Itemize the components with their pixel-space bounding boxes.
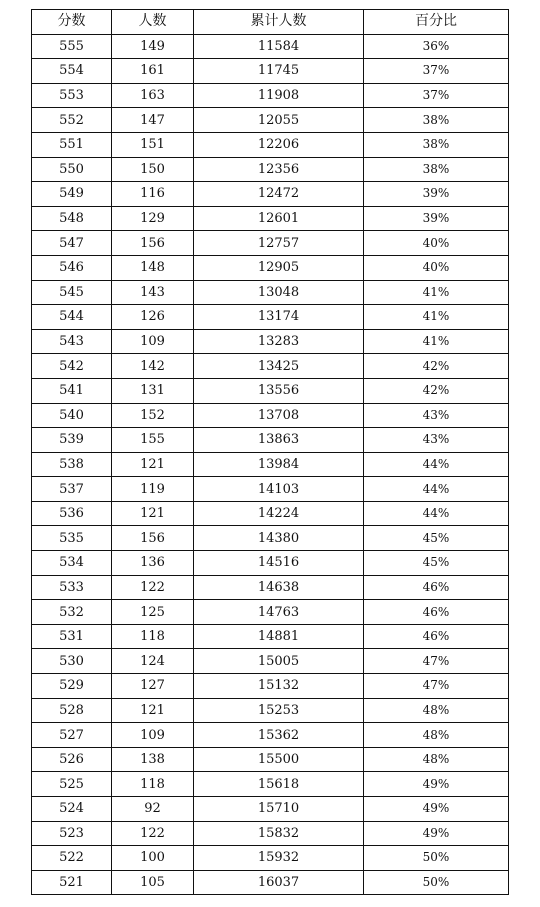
cell-score: 545 (32, 280, 112, 305)
cell-score: 536 (32, 501, 112, 526)
header-cumulative: 累计人数 (194, 10, 364, 35)
header-score: 分数 (32, 10, 112, 35)
cell-percent: 41% (364, 305, 509, 330)
table-row (32, 600, 509, 625)
cell-percent: 48% (364, 747, 509, 772)
cell-percent: 47% (364, 649, 509, 674)
table-row (32, 723, 509, 748)
cell-count: 126 (112, 305, 194, 330)
cell-count: 116 (112, 182, 194, 207)
cell-percent: 41% (364, 280, 509, 305)
cell-cumulative: 14224 (194, 501, 364, 526)
cell-percent: 49% (364, 797, 509, 822)
header-row (32, 10, 509, 35)
cell-score: 521 (32, 870, 112, 895)
table-row (32, 674, 509, 699)
cell-cumulative: 12601 (194, 206, 364, 231)
cell-count: 124 (112, 649, 194, 674)
cell-score: 523 (32, 821, 112, 846)
table-row (32, 34, 509, 59)
cell-count: 149 (112, 34, 194, 59)
cell-count: 155 (112, 428, 194, 453)
cell-count: 131 (112, 378, 194, 403)
cell-percent: 44% (364, 501, 509, 526)
table-row (32, 698, 509, 723)
cell-cumulative: 12356 (194, 157, 364, 182)
table-row (32, 624, 509, 649)
cell-percent: 42% (364, 378, 509, 403)
cell-count: 125 (112, 600, 194, 625)
cell-score: 542 (32, 354, 112, 379)
cell-cumulative: 11908 (194, 83, 364, 108)
cell-score: 547 (32, 231, 112, 256)
cell-cumulative: 14103 (194, 477, 364, 502)
cell-cumulative: 12905 (194, 255, 364, 280)
table-row (32, 378, 509, 403)
table-row (32, 649, 509, 674)
cell-cumulative: 11584 (194, 34, 364, 59)
cell-score: 552 (32, 108, 112, 133)
cell-percent: 46% (364, 624, 509, 649)
cell-count: 118 (112, 624, 194, 649)
cell-percent: 46% (364, 575, 509, 600)
cell-count: 100 (112, 846, 194, 871)
cell-cumulative: 13425 (194, 354, 364, 379)
table-row (32, 551, 509, 576)
cell-percent: 48% (364, 698, 509, 723)
cell-count: 142 (112, 354, 194, 379)
cell-score: 524 (32, 797, 112, 822)
cell-score: 555 (32, 34, 112, 59)
table-row (32, 477, 509, 502)
cell-score: 549 (32, 182, 112, 207)
cell-count: 147 (112, 108, 194, 133)
cell-count: 163 (112, 83, 194, 108)
cell-count: 138 (112, 747, 194, 772)
header-percent: 百分比 (364, 10, 509, 35)
cell-percent: 38% (364, 157, 509, 182)
cell-score: 551 (32, 132, 112, 157)
cell-percent: 49% (364, 821, 509, 846)
cell-cumulative: 15618 (194, 772, 364, 797)
cell-score: 522 (32, 846, 112, 871)
table-row (32, 354, 509, 379)
cell-cumulative: 12757 (194, 231, 364, 256)
cell-count: 161 (112, 59, 194, 84)
cell-score: 535 (32, 526, 112, 551)
cell-score: 554 (32, 59, 112, 84)
cell-percent: 44% (364, 452, 509, 477)
score-distribution-table (31, 9, 509, 895)
cell-percent: 50% (364, 870, 509, 895)
cell-score: 537 (32, 477, 112, 502)
cell-count: 143 (112, 280, 194, 305)
cell-percent: 43% (364, 403, 509, 428)
cell-cumulative: 13174 (194, 305, 364, 330)
cell-score: 540 (32, 403, 112, 428)
cell-count: 150 (112, 157, 194, 182)
cell-percent: 40% (364, 255, 509, 280)
table-row (32, 59, 509, 84)
cell-count: 121 (112, 452, 194, 477)
cell-score: 546 (32, 255, 112, 280)
cell-cumulative: 12472 (194, 182, 364, 207)
table-row (32, 526, 509, 551)
cell-score: 548 (32, 206, 112, 231)
cell-cumulative: 14881 (194, 624, 364, 649)
cell-percent: 45% (364, 551, 509, 576)
cell-percent: 48% (364, 723, 509, 748)
cell-count: 121 (112, 501, 194, 526)
cell-count: 121 (112, 698, 194, 723)
cell-percent: 38% (364, 132, 509, 157)
table-row (32, 870, 509, 895)
cell-count: 136 (112, 551, 194, 576)
table-row (32, 280, 509, 305)
cell-percent: 36% (364, 34, 509, 59)
cell-score: 530 (32, 649, 112, 674)
cell-count: 122 (112, 575, 194, 600)
cell-percent: 39% (364, 182, 509, 207)
table-row (32, 182, 509, 207)
cell-count: 152 (112, 403, 194, 428)
cropped-title-remnant (180, 0, 370, 3)
cell-percent: 46% (364, 600, 509, 625)
table-row (32, 231, 509, 256)
cell-cumulative: 15500 (194, 747, 364, 772)
cell-count: 156 (112, 231, 194, 256)
cell-cumulative: 15932 (194, 846, 364, 871)
cell-score: 534 (32, 551, 112, 576)
cell-cumulative: 13984 (194, 452, 364, 477)
cell-cumulative: 14516 (194, 551, 364, 576)
cell-cumulative: 15710 (194, 797, 364, 822)
cell-score: 528 (32, 698, 112, 723)
cell-percent: 41% (364, 329, 509, 354)
cell-score: 538 (32, 452, 112, 477)
cell-count: 92 (112, 797, 194, 822)
cell-cumulative: 12206 (194, 132, 364, 157)
cell-cumulative: 16037 (194, 870, 364, 895)
cell-percent: 45% (364, 526, 509, 551)
cell-cumulative: 13048 (194, 280, 364, 305)
header-count: 人数 (112, 10, 194, 35)
cell-cumulative: 13283 (194, 329, 364, 354)
cell-count: 156 (112, 526, 194, 551)
cell-percent: 40% (364, 231, 509, 256)
cell-cumulative: 15132 (194, 674, 364, 699)
table-row (32, 772, 509, 797)
cell-score: 553 (32, 83, 112, 108)
cell-score: 543 (32, 329, 112, 354)
table-header (32, 10, 509, 35)
cell-percent: 37% (364, 59, 509, 84)
table-row (32, 797, 509, 822)
table-row (32, 846, 509, 871)
cell-percent: 39% (364, 206, 509, 231)
cell-score: 525 (32, 772, 112, 797)
table-row (32, 452, 509, 477)
cell-count: 109 (112, 723, 194, 748)
cell-cumulative: 15362 (194, 723, 364, 748)
cell-cumulative: 15005 (194, 649, 364, 674)
table-row (32, 403, 509, 428)
cell-percent: 47% (364, 674, 509, 699)
cell-count: 127 (112, 674, 194, 699)
cell-score: 541 (32, 378, 112, 403)
cell-percent: 44% (364, 477, 509, 502)
table-row (32, 132, 509, 157)
cell-score: 527 (32, 723, 112, 748)
cell-cumulative: 15832 (194, 821, 364, 846)
cell-cumulative: 13556 (194, 378, 364, 403)
cell-count: 129 (112, 206, 194, 231)
table-row (32, 501, 509, 526)
cell-score: 532 (32, 600, 112, 625)
table-row (32, 206, 509, 231)
cell-percent: 49% (364, 772, 509, 797)
table-row (32, 747, 509, 772)
cell-cumulative: 14380 (194, 526, 364, 551)
cell-score: 544 (32, 305, 112, 330)
cell-cumulative: 13708 (194, 403, 364, 428)
cell-count: 105 (112, 870, 194, 895)
table-row (32, 575, 509, 600)
cell-count: 151 (112, 132, 194, 157)
cell-percent: 43% (364, 428, 509, 453)
cell-score: 539 (32, 428, 112, 453)
cell-cumulative: 12055 (194, 108, 364, 133)
cell-cumulative: 11745 (194, 59, 364, 84)
cell-cumulative: 14638 (194, 575, 364, 600)
table-row (32, 305, 509, 330)
cell-cumulative: 14763 (194, 600, 364, 625)
table-row (32, 821, 509, 846)
cell-percent: 50% (364, 846, 509, 871)
cell-percent: 37% (364, 83, 509, 108)
cell-count: 119 (112, 477, 194, 502)
cell-score: 533 (32, 575, 112, 600)
cell-percent: 38% (364, 108, 509, 133)
cell-count: 118 (112, 772, 194, 797)
cell-percent: 42% (364, 354, 509, 379)
table-row (32, 108, 509, 133)
cell-score: 531 (32, 624, 112, 649)
table-row (32, 255, 509, 280)
cell-score: 529 (32, 674, 112, 699)
cell-count: 109 (112, 329, 194, 354)
table-row (32, 83, 509, 108)
table-row (32, 157, 509, 182)
cell-score: 550 (32, 157, 112, 182)
cell-count: 122 (112, 821, 194, 846)
cell-score: 526 (32, 747, 112, 772)
table-row (32, 329, 509, 354)
table-body (32, 34, 509, 895)
cell-cumulative: 13863 (194, 428, 364, 453)
cell-count: 148 (112, 255, 194, 280)
cell-cumulative: 15253 (194, 698, 364, 723)
table-row (32, 428, 509, 453)
